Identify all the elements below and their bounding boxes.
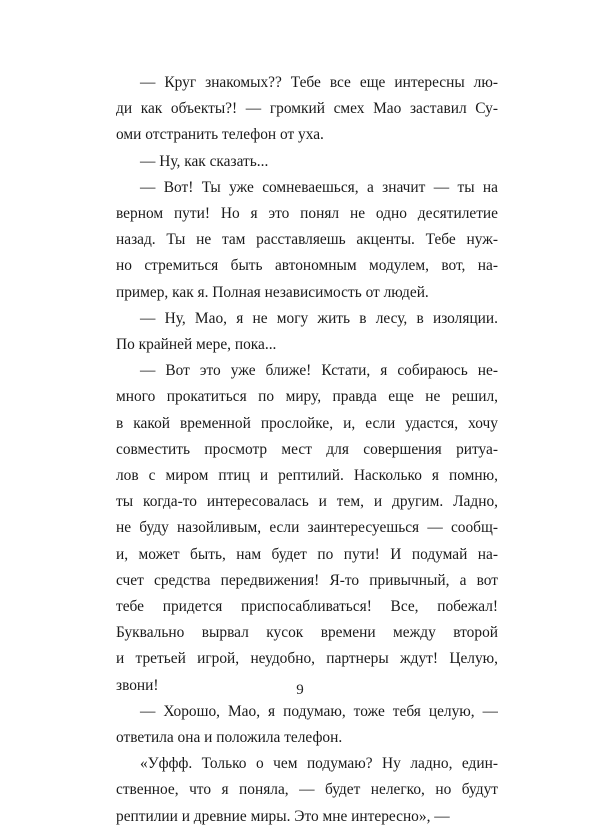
text-line: тебе придется приспосабливаться! Все, побежал!: [116, 598, 498, 616]
text-line: оми отстранить телефон от уха.: [116, 126, 324, 144]
page-number: 9: [296, 682, 304, 698]
text-line: и третьей игрой, неудобно, партнеры ждут! Целую,: [116, 650, 498, 668]
text-line: ди как объекты?! — громкий смех Мао заставил Су-: [116, 100, 498, 118]
paragraph: [116, 70, 498, 149]
body-text: [116, 70, 498, 830]
text-line: пример, как я. Полная независимость от людей.: [116, 283, 429, 301]
text-line: лов с миром птиц и рептилий. Насколько я помню,: [116, 467, 498, 485]
text-line: в какой временной прослойке, и, если удастся, хочу: [116, 414, 498, 432]
text-line: — Круг знакомых?? Тебе все еще интересны лю-: [140, 74, 498, 91]
text-line: но стремиться быть автономным модулем, вот, на-: [116, 257, 498, 275]
text-line: ответила она и положила телефон.: [116, 729, 343, 747]
text-line: не буду назойливым, если заинтересуешься — сообщ-: [116, 519, 498, 537]
text-line: ственное, что я поняла, — будет нелегко, но будут: [116, 781, 498, 799]
text-line: ты когда-то интересовалась и тем, и другим. Ладно,: [116, 493, 498, 511]
paragraph: [116, 751, 498, 830]
text-line: — Хорошо, Мао, я подумаю, тоже тебя целую, —: [140, 702, 498, 720]
text-line: — Ну, Мао, я не могу жить в лесу, в изоляции.: [140, 309, 498, 327]
text-line: — Вот! Ты уже сомневаешься, а значит — ты на: [140, 178, 498, 196]
text-line: «Уффф. Только о чем подумаю? Ну ладно, един-: [140, 755, 498, 773]
paragraph: [116, 149, 498, 175]
text-line: рептилии и древние миры. Это мне интересно», —: [116, 807, 450, 825]
text-line: совместить просмотр мест для совершения ритуа-: [116, 440, 498, 458]
paragraph: [116, 699, 498, 751]
text-line: — Ну, как сказать...: [140, 152, 269, 170]
text-line: счет средства передвижения! Я-то привычный, а вот: [116, 571, 498, 589]
text-line: — Вот это уже ближе! Кстати, я собираюсь не-: [140, 362, 498, 380]
text-line: назад. Ты не там расставляешь акценты. Тебе нуж-: [116, 231, 498, 249]
text-line: звони!: [116, 676, 159, 694]
text-line: Буквально вырвал кусок времени между второй: [116, 624, 498, 642]
paragraph: [116, 306, 498, 358]
text-line: много прокатиться по миру, правда еще не решил,: [116, 388, 498, 406]
text-line: и, может быть, нам будет по пути! И подумай на-: [116, 545, 498, 563]
text-line: По крайней мере, пока...: [116, 336, 277, 354]
paragraph: [116, 358, 498, 699]
text-line: верном пути! Но я это понял не одно десятилетие: [116, 205, 498, 223]
paragraph: [116, 175, 498, 306]
